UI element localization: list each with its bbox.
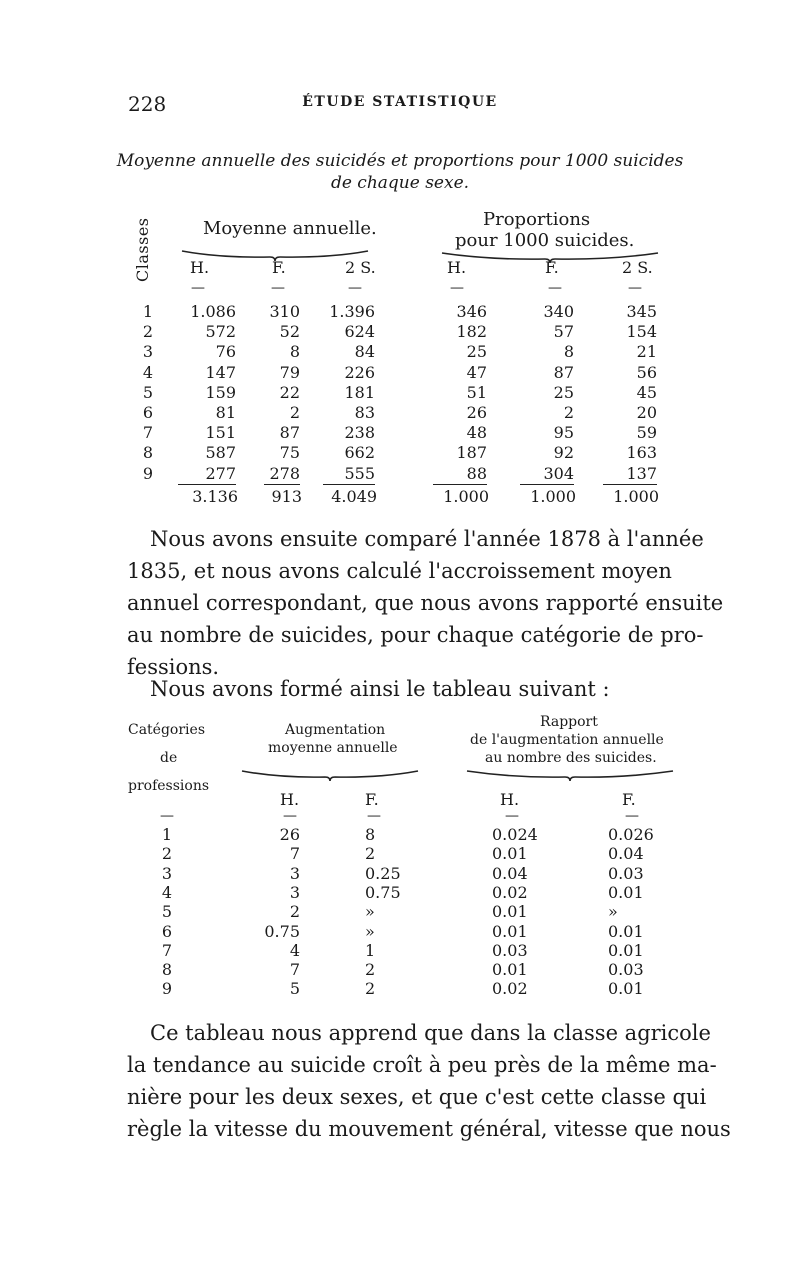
- t2-rapport-header-2: de l'augmentation annuelle: [470, 732, 664, 748]
- table1-class-number: 5: [142, 382, 154, 402]
- table1-cell: 555: [344, 463, 375, 483]
- table1-cell: 22: [279, 382, 300, 402]
- t2-subhead-h2: H.: [500, 790, 520, 809]
- table2-cell: »: [365, 902, 375, 922]
- table1-cell: 2: [563, 403, 574, 422]
- table2-cell: 0.75: [264, 921, 300, 941]
- table2-cell: 8: [365, 825, 376, 844]
- table2-category-number: 8: [161, 960, 173, 980]
- t1-dash: —: [191, 280, 205, 296]
- table1-cell: 95: [553, 423, 574, 443]
- table1-cell: 57: [553, 322, 574, 342]
- t1-subhead-2s2: 2 S.: [622, 258, 653, 277]
- running-head: [0, 92, 800, 116]
- proportions-header-line2: pour 1000 suicides.: [455, 230, 635, 251]
- table2-cell: 0.01: [608, 979, 644, 999]
- table1-cell: 277: [205, 463, 236, 483]
- table2-cell: 0.02: [492, 882, 528, 902]
- t1-subhead-h2: H.: [447, 258, 467, 277]
- table1-cell: 88: [466, 463, 487, 483]
- table1-cell: 20: [636, 403, 657, 422]
- table2-cell: 0.024: [492, 825, 538, 844]
- table1-class-number: 4: [142, 362, 154, 382]
- t1-total-rule: [433, 484, 487, 485]
- table1-cell: 304: [543, 463, 574, 483]
- table2-category-number: 4: [161, 882, 173, 902]
- table1-cell: 84: [354, 342, 375, 362]
- paragraph-3-line: nière pour les deux sexes, et que c'est cette classe qui: [127, 1085, 707, 1109]
- table2-cell: 26: [279, 825, 300, 844]
- table1-cell: 1.396: [329, 302, 375, 321]
- table1-cell: 8: [563, 342, 574, 362]
- t2-dash: —: [625, 808, 639, 824]
- table2-cell: 0.01: [608, 940, 644, 960]
- table1-cell: 26: [466, 403, 487, 422]
- table1-total-cell: 913: [271, 487, 302, 506]
- table2-cell: 0.03: [492, 940, 528, 960]
- t2-cat-header-1: Catégories: [128, 722, 205, 738]
- paragraph-1-line: fessions.: [127, 655, 220, 679]
- table2-cell: 2: [365, 979, 376, 999]
- table2-category-number: 6: [161, 921, 173, 941]
- table1-cell: 76: [215, 342, 236, 362]
- table1-cell: 159: [205, 382, 236, 402]
- paragraph-3-line: Ce tableau nous apprend que dans la classe agricole: [150, 1021, 711, 1045]
- table2-cell: 0.01: [492, 844, 528, 864]
- table1-cell: 154: [626, 322, 657, 342]
- table2-cell: 0.75: [365, 882, 401, 902]
- table1-class-number: 6: [142, 403, 154, 422]
- table1-cell: 92: [553, 443, 574, 463]
- t2-augmentation-header-1: Augmentation: [285, 722, 386, 738]
- table1-total-cell: 3.136: [192, 487, 238, 506]
- paragraph-1-line: au nombre de suicides, pour chaque catégorie de pro-: [127, 623, 704, 647]
- table1-cell: 226: [344, 362, 375, 382]
- table1-class-number: 7: [142, 423, 154, 443]
- t1-total-rule: [603, 484, 657, 485]
- table2-cell: 7: [289, 844, 300, 864]
- table1-cell: 25: [553, 382, 574, 402]
- t1-total-rule: [323, 484, 375, 485]
- table1-cell: 59: [636, 423, 657, 443]
- table2-cell: 4: [289, 940, 300, 960]
- t2-augmentation-header-2: moyenne annuelle: [268, 740, 398, 756]
- table2-category-number: 2: [161, 844, 173, 864]
- table1-cell: 624: [344, 322, 375, 342]
- table2-cell: »: [608, 902, 618, 922]
- table1-cell: 572: [205, 322, 236, 342]
- paragraph-1-line: Nous avons ensuite comparé l'année 1878 à l'année: [150, 527, 704, 551]
- t2-dash: —: [505, 808, 519, 824]
- t1-total-rule: [520, 484, 574, 485]
- table1-cell: 181: [344, 382, 375, 402]
- table2-cell: 5: [289, 979, 300, 999]
- table1-cell: 87: [553, 362, 574, 382]
- table1-cell: 75: [279, 443, 300, 463]
- t2-dash: —: [367, 808, 381, 824]
- table2-cell: 1: [365, 940, 376, 960]
- page-number: 228: [128, 92, 167, 116]
- table2-category-number: 5: [161, 902, 173, 922]
- paragraph-2: Nous avons formé ainsi le tableau suivant :: [150, 677, 610, 701]
- table2-cell: 2: [365, 844, 376, 864]
- table2-category-number: 9: [161, 979, 173, 999]
- t2-subhead-f2: F.: [622, 790, 636, 809]
- table2-cell: 0.03: [608, 863, 644, 883]
- table1-total-cell: 1.000: [443, 487, 489, 506]
- table1-cell: 278: [269, 463, 300, 483]
- table2-cell: 3: [289, 882, 300, 902]
- t2-subhead-h1: H.: [280, 790, 300, 809]
- table2-cell: 0.01: [492, 960, 528, 980]
- table2-cell: 0.25: [365, 863, 401, 883]
- table2-category-number: 3: [161, 863, 173, 883]
- t1-subhead-f1: F.: [272, 258, 286, 277]
- table2-cell: 0.01: [608, 921, 644, 941]
- table1-cell: 187: [456, 443, 487, 463]
- table2-category-number: 7: [161, 940, 173, 960]
- table2-cell: 0.03: [608, 960, 644, 980]
- table1-cell: 21: [636, 342, 657, 362]
- table1-class-number: 1: [142, 302, 154, 321]
- paragraph-3-line: la tendance au suicide croît à peu près de la même ma-: [127, 1053, 717, 1077]
- running-title: ÉTUDE STATISTIQUE: [302, 94, 498, 110]
- table1-cell: 87: [279, 423, 300, 443]
- t1-dash: —: [628, 280, 642, 296]
- table1-class-number: 2: [142, 322, 154, 342]
- table2-cell: 0.01: [492, 902, 528, 922]
- table1-cell: 83: [354, 403, 375, 422]
- table1-cell: 45: [636, 382, 657, 402]
- table1-cell: 151: [205, 423, 236, 443]
- table1-cell: 2: [289, 403, 300, 422]
- table1-cell: 81: [215, 403, 236, 422]
- table2-cell: 3: [289, 863, 300, 883]
- t1-dash: —: [271, 280, 285, 296]
- table1-cell: 238: [344, 423, 375, 443]
- t1-dash: —: [450, 280, 464, 296]
- table2-category-number: 1: [161, 825, 173, 844]
- table1-total-cell: 1.000: [613, 487, 659, 506]
- t2-cat-header-3: professions: [128, 778, 210, 794]
- t1-subhead-2s1: 2 S.: [345, 258, 376, 277]
- moyenne-annuelle-header: Moyenne annuelle.: [203, 218, 377, 239]
- t1-dash: —: [348, 280, 362, 296]
- table1-cell: 662: [344, 443, 375, 463]
- table2-cell: 2: [365, 960, 376, 980]
- t2-dash: —: [283, 808, 297, 824]
- table1-class-number: 8: [142, 443, 154, 463]
- t2-cat-header-2: de: [160, 750, 178, 766]
- table2-cell: 0.02: [492, 979, 528, 999]
- t2-dash: —: [160, 808, 174, 824]
- table2-cell: 0.04: [608, 844, 644, 864]
- table1-cell: 340: [543, 302, 574, 321]
- t1-dash: —: [548, 280, 562, 296]
- table1-total-cell: 1.000: [530, 487, 576, 506]
- table1-total-cell: 4.049: [331, 487, 377, 506]
- table2-cell: 0.04: [492, 863, 528, 883]
- table2-cell: 7: [289, 960, 300, 980]
- table1-cell: 1.086: [190, 302, 236, 321]
- t2-rapport-header-1: Rapport: [540, 714, 598, 730]
- classes-column-label: Classes: [133, 217, 152, 282]
- t1-total-rule: [178, 484, 236, 485]
- table1-class-number: 9: [142, 463, 154, 483]
- table1-cell: 137: [626, 463, 657, 483]
- table2-cell: »: [365, 921, 375, 941]
- table1-cell: 52: [279, 322, 300, 342]
- table1-cell: 310: [269, 302, 300, 321]
- t2-brace-augmentation: [240, 768, 420, 782]
- t2-rapport-header-3: au nombre des suicides.: [485, 750, 657, 766]
- t2-brace-rapport: [465, 768, 675, 782]
- table2-cell: 0.01: [492, 921, 528, 941]
- table1-cell: 8: [289, 342, 300, 362]
- table1-class-number: 3: [142, 342, 154, 362]
- t2-subhead-f1: F.: [365, 790, 379, 809]
- table1-cell: 56: [636, 362, 657, 382]
- table2-cell: 0.01: [608, 882, 644, 902]
- table1-caption: Moyenne annuelle des suicidés et proportions pour 1000 suicides de chaque sexe.: [116, 151, 684, 193]
- paragraph-3-line: règle la vitesse du mouvement général, vitesse que nous: [127, 1117, 731, 1141]
- table1-cell: 25: [466, 342, 487, 362]
- table1-cell: 79: [279, 362, 300, 382]
- t1-total-rule: [264, 484, 300, 485]
- table1-cell: 47: [466, 362, 487, 382]
- table1-cell: 51: [466, 382, 487, 402]
- table1-cell: 163: [626, 443, 657, 463]
- t1-subhead-f2: F.: [545, 258, 559, 277]
- paragraph-1-line: annuel correspondant, que nous avons rapporté ensuite: [127, 591, 724, 615]
- table1-cell: 48: [466, 423, 487, 443]
- table2-cell: 2: [289, 902, 300, 922]
- table1-cell: 345: [626, 302, 657, 321]
- table1-cell: 182: [456, 322, 487, 342]
- paragraph-1-line: 1835, et nous avons calculé l'accroissement moyen: [127, 559, 672, 583]
- table1-cell: 147: [205, 362, 236, 382]
- table1-cell: 587: [205, 443, 236, 463]
- proportions-header-line1: Proportions: [483, 209, 591, 230]
- table2-cell: 0.026: [608, 825, 654, 844]
- table1-cell: 346: [456, 302, 487, 321]
- t1-subhead-h1: H.: [190, 258, 210, 277]
